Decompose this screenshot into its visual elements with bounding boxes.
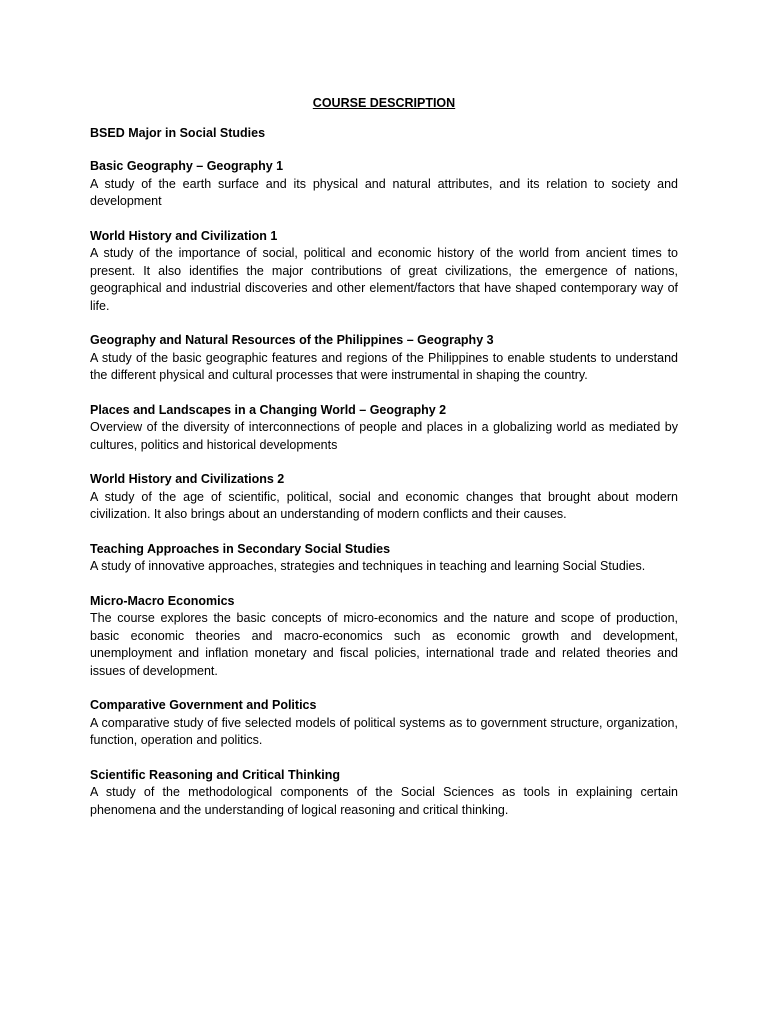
document-title: COURSE DESCRIPTION bbox=[312, 96, 456, 110]
course-title: Teaching Approaches in Secondary Social Studies bbox=[90, 541, 391, 556]
course-entry bbox=[90, 767, 678, 820]
course-title: Places and Landscapes in a Changing World – Geography 2 bbox=[90, 402, 447, 417]
course-description: A study of the methodological components of the Social Sciences as tools in explaining certain phenomena and the understanding of logical reasoning and critical thinking. bbox=[90, 785, 678, 817]
course-description: A study of innovative approaches, strategies and techniques in teaching and learning Social Studies. bbox=[90, 559, 646, 573]
course-entry bbox=[90, 541, 678, 576]
course-entry bbox=[90, 332, 678, 385]
course-title: Geography and Natural Resources of the Philippines – Geography 3 bbox=[90, 333, 494, 347]
course-description: A comparative study of five selected models of political systems as to government structure, organization, function, operation and politics. bbox=[90, 715, 678, 747]
course-description: The course explores the basic concepts of micro-economics and the nature and scope of production, basic economic theories and macro-economics such as economic growth and development, unemployment and inflation monetary and fiscal policies, international trade and related theories and issues of development. bbox=[90, 611, 678, 678]
course-title: World History and Civilizations 2 bbox=[90, 472, 285, 486]
course-description: A study of the age of scientific, political, social and economic changes that brought about modern civilization. It also brings about an understanding of modern conflicts and their causes. bbox=[90, 489, 678, 521]
course-title: Comparative Government and Politics bbox=[90, 698, 317, 712]
course-entry bbox=[90, 697, 678, 750]
course-entry bbox=[90, 593, 678, 681]
course-description: A study of the basic geographic features and regions of the Philippines to enable students to understand the different physical and cultural processes that were instrumental in shaping the country. bbox=[90, 350, 678, 382]
course-description: A study of the earth surface and its physical and natural attributes, and its relation to society and development bbox=[90, 176, 678, 208]
course-entry bbox=[90, 471, 678, 524]
course-title: World History and Civilization 1 bbox=[90, 228, 278, 243]
course-title: Micro-Macro Economics bbox=[90, 593, 235, 608]
course-title: Scientific Reasoning and Critical Thinking bbox=[90, 767, 341, 782]
course-entry bbox=[90, 228, 678, 316]
course-entry bbox=[90, 158, 678, 211]
program-heading: BSED Major in Social Studies bbox=[90, 126, 266, 140]
course-title: Basic Geography – Geography 1 bbox=[90, 159, 284, 173]
course-description: A study of the importance of social, political and economic history of the world from ancient times to present. It also identifies the major contributions of great civilizations, the emergence of nations, geographical and industrial discoveries and other element/factors that have shaped contemporary way of life. bbox=[90, 246, 678, 313]
course-description: Overview of the diversity of interconnections of people and places in a globalizing world as mediated by cultures, politics and historical developments bbox=[90, 420, 678, 452]
course-entry bbox=[90, 402, 678, 455]
